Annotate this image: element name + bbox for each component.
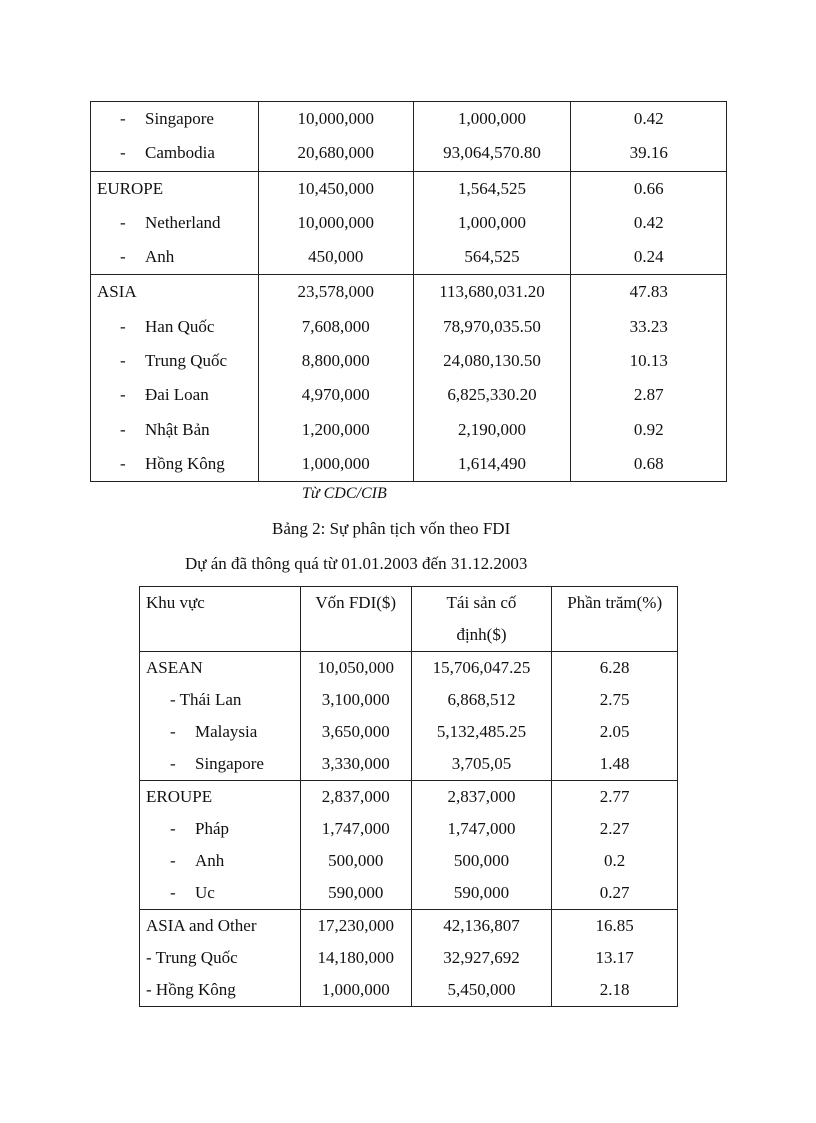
list-dash: -: [120, 453, 126, 473]
region-name: Anh: [195, 851, 225, 870]
percent-cell: 39.16: [571, 136, 727, 171]
fixed-assets-cell: 5,450,000: [411, 974, 552, 1007]
list-dash: -: [170, 883, 176, 902]
region-cell: [91, 102, 259, 137]
table-row: [140, 845, 678, 877]
list-dash: -: [120, 351, 126, 371]
region-name: Malaysia: [195, 722, 258, 741]
table-row: [140, 910, 678, 943]
fixed-assets-cell: 1,000,000: [413, 102, 571, 137]
fixed-assets-cell: 113,680,031.20: [413, 275, 571, 310]
fixed-assets-cell: 564,525: [413, 240, 571, 275]
percent-cell: 33.23: [571, 310, 727, 344]
percent-cell: 2.05: [552, 716, 678, 748]
region-cell: [91, 413, 259, 447]
table-group: [140, 781, 678, 910]
table-row: [91, 275, 727, 310]
table-row: [91, 310, 727, 344]
fixed-assets-cell: 5,132,485.25: [411, 716, 552, 748]
table-row: [91, 413, 727, 447]
table-header-row: [140, 587, 678, 652]
header-region: Khu vực: [140, 587, 301, 652]
percent-cell: 2.18: [552, 974, 678, 1007]
fixed-assets-cell: 3,705,05: [411, 748, 552, 781]
table-row: [140, 974, 678, 1007]
region-cell: [91, 275, 259, 310]
fdi-capital-cell: 590,000: [300, 877, 411, 910]
fixed-assets-cell: 2,190,000: [413, 413, 571, 447]
table-row: [91, 344, 727, 378]
fdi-capital-cell: 10,450,000: [258, 171, 413, 206]
source-note: Từ CDC/CIB: [302, 485, 387, 502]
list-dash: -: [170, 722, 176, 741]
fixed-assets-cell: 500,000: [411, 845, 552, 877]
table-row: [140, 877, 678, 910]
fixed-assets-cell: 6,825,330.20: [413, 378, 571, 412]
header-fixed-assets: Tái sản cố định($): [411, 587, 552, 652]
fdi-region-table-2: [139, 586, 678, 1007]
header-percent: Phần trăm(%): [552, 587, 678, 652]
region-name: ASIA and Other: [146, 916, 257, 935]
percent-cell: 2.75: [552, 684, 678, 716]
percent-cell: 0.68: [571, 447, 727, 482]
region-cell: [140, 845, 301, 877]
table-row: [91, 171, 727, 206]
table-row: [91, 136, 727, 171]
fdi-capital-cell: 1,000,000: [300, 974, 411, 1007]
region-cell: [140, 974, 301, 1007]
percent-cell: 13.17: [552, 942, 678, 974]
fixed-assets-cell: 24,080,130.50: [413, 344, 571, 378]
percent-cell: 1.48: [552, 748, 678, 781]
percent-cell: 0.92: [571, 413, 727, 447]
percent-cell: 10.13: [571, 344, 727, 378]
region-cell: [91, 171, 259, 206]
table-2-caption: Bảng 2: Sự phân tịch vốn theo FDI: [272, 519, 511, 538]
table-row: [91, 378, 727, 412]
region-cell: [91, 310, 259, 344]
list-dash: -: [120, 109, 126, 128]
region-name: Singapore: [145, 109, 214, 128]
percent-cell: 0.42: [571, 206, 727, 240]
fdi-capital-cell: 3,100,000: [300, 684, 411, 716]
region-cell: [91, 378, 259, 412]
fdi-capital-cell: 1,000,000: [258, 447, 413, 482]
fdi-capital-cell: 3,330,000: [300, 748, 411, 781]
list-dash: -: [120, 385, 126, 405]
region-cell: [140, 781, 301, 814]
fixed-assets-cell: 6,868,512: [411, 684, 552, 716]
percent-cell: 2.27: [552, 813, 678, 845]
percent-cell: 0.42: [571, 102, 727, 137]
region-name: Nhật Bản: [145, 419, 210, 439]
list-dash: -: [120, 247, 126, 267]
region-name: Uc: [195, 883, 215, 902]
region-cell: [140, 652, 301, 685]
region-cell: [140, 716, 301, 748]
region-name: Anh: [145, 247, 175, 267]
region-name: - Trung Quốc: [146, 948, 238, 967]
list-dash: -: [170, 754, 176, 773]
region-cell: [91, 136, 259, 171]
region-cell: [140, 748, 301, 781]
region-name: Trung Quốc: [145, 351, 228, 371]
table-row: [91, 206, 727, 240]
region-name: Han Quốc: [145, 316, 215, 336]
table-group: [91, 171, 727, 275]
fdi-capital-cell: 4,970,000: [258, 378, 413, 412]
fixed-assets-cell: 15,706,047.25: [411, 652, 552, 685]
fdi-capital-cell: 8,800,000: [258, 344, 413, 378]
fdi-capital-cell: 14,180,000: [300, 942, 411, 974]
region-cell: [91, 206, 259, 240]
percent-cell: 0.2: [552, 845, 678, 877]
percent-cell: 0.24: [571, 240, 727, 275]
fdi-capital-cell: 17,230,000: [300, 910, 411, 943]
region-cell: [140, 813, 301, 845]
fixed-assets-cell: 1,564,525: [413, 171, 571, 206]
fdi-capital-cell: 23,578,000: [258, 275, 413, 310]
fixed-assets-cell: 78,970,035.50: [413, 310, 571, 344]
table-row: [91, 102, 727, 137]
fdi-capital-cell: 10,050,000: [300, 652, 411, 685]
table-group: [91, 102, 727, 172]
list-dash: -: [120, 316, 126, 336]
fdi-capital-cell: 10,000,000: [258, 206, 413, 240]
table-row: [140, 716, 678, 748]
fixed-assets-cell: 2,837,000: [411, 781, 552, 814]
table-row: [140, 781, 678, 814]
fixed-assets-cell: 590,000: [411, 877, 552, 910]
percent-cell: 2.87: [571, 378, 727, 412]
list-dash: -: [120, 419, 126, 439]
region-cell: [91, 344, 259, 378]
fdi-capital-cell: 20,680,000: [258, 136, 413, 171]
region-cell: [140, 877, 301, 910]
table-row: [140, 942, 678, 974]
fdi-region-table-1: [90, 101, 727, 482]
list-dash: -: [120, 212, 126, 232]
region-cell: [140, 910, 301, 943]
percent-cell: 0.27: [552, 877, 678, 910]
fixed-assets-cell: 93,064,570.80: [413, 136, 571, 171]
table-group: [91, 275, 727, 482]
percent-cell: 2.77: [552, 781, 678, 814]
percent-cell: 6.28: [552, 652, 678, 685]
percent-cell: 0.66: [571, 171, 727, 206]
region-name: Đai Loan: [145, 385, 209, 405]
fdi-capital-cell: 10,000,000: [258, 102, 413, 137]
fixed-assets-cell: 42,136,807: [411, 910, 552, 943]
fdi-capital-cell: 3,650,000: [300, 716, 411, 748]
region-name: EUROPE: [97, 178, 164, 198]
table-row: [140, 652, 678, 685]
table-group: [140, 652, 678, 781]
region-name: - Thái Lan: [170, 690, 242, 709]
list-dash: -: [120, 143, 126, 163]
fdi-capital-cell: 1,200,000: [258, 413, 413, 447]
region-name: Pháp: [195, 819, 229, 838]
fdi-capital-cell: 2,837,000: [300, 781, 411, 814]
fixed-assets-cell: 32,927,692: [411, 942, 552, 974]
region-name: ASIA: [97, 282, 137, 302]
fdi-capital-cell: 500,000: [300, 845, 411, 877]
table-2-subcaption: Dự án đã thông quá từ 01.01.2003 đến 31.12.2003: [185, 554, 528, 573]
percent-cell: 16.85: [552, 910, 678, 943]
region-name: - Hồng Kông: [146, 980, 236, 999]
fixed-assets-cell: 1,747,000: [411, 813, 552, 845]
region-name: Cambodia: [145, 143, 215, 163]
fixed-assets-cell: 1,614,490: [413, 447, 571, 482]
fdi-capital-cell: 1,747,000: [300, 813, 411, 845]
region-name: ASEAN: [146, 658, 203, 677]
region-name: EROUPE: [146, 787, 213, 806]
region-cell: [140, 942, 301, 974]
region-cell: [140, 684, 301, 716]
region-name: Singapore: [195, 754, 264, 773]
region-cell: [91, 240, 259, 275]
fixed-assets-cell: 1,000,000: [413, 206, 571, 240]
fdi-capital-cell: 7,608,000: [258, 310, 413, 344]
list-dash: -: [170, 819, 176, 838]
header-fdi-capital: Vốn FDI($): [300, 587, 411, 652]
region-name: Netherland: [145, 212, 221, 232]
table-row: [140, 813, 678, 845]
table-row: [91, 447, 727, 482]
table-row: [140, 684, 678, 716]
region-cell: [91, 447, 259, 482]
fdi-capital-cell: 450,000: [258, 240, 413, 275]
list-dash: -: [170, 851, 176, 870]
percent-cell: 47.83: [571, 275, 727, 310]
region-name: Hồng Kông: [145, 453, 225, 473]
table-group: [140, 910, 678, 1007]
table-row: [140, 748, 678, 781]
table-row: [91, 240, 727, 275]
